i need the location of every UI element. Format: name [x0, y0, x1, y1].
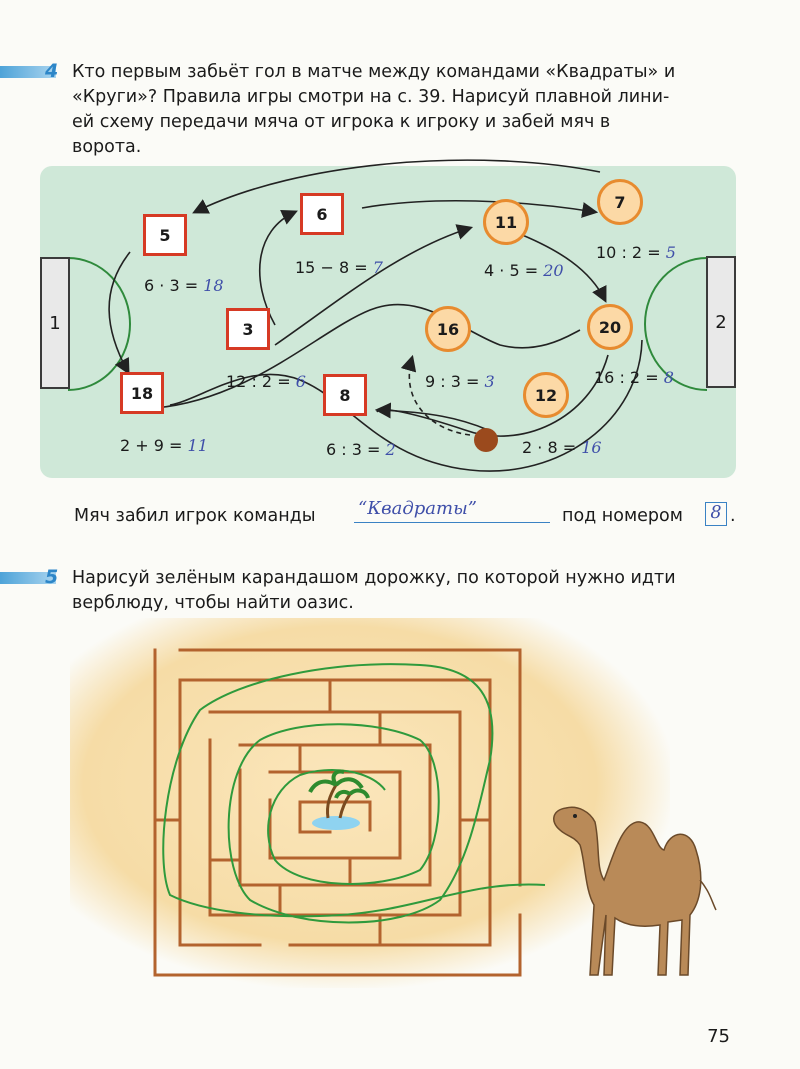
task4-line: «Круги»? Правила игры смотри на с. 39. Нарисуй плавной лини- [72, 87, 670, 107]
equation-expr: 10 : 2 = [596, 243, 661, 262]
answer-end: . [730, 506, 736, 526]
answer-number: 8 [710, 503, 722, 523]
player-number: 8 [339, 385, 351, 405]
equation-expr: 6 · 3 = [144, 276, 199, 295]
answer-team: “Квадраты” [358, 498, 477, 519]
player-number: 16 [436, 319, 460, 339]
task5-line: Нарисуй зелёным карандашом дорожку, по которой нужно идти [72, 568, 676, 588]
player-number: 3 [242, 319, 254, 339]
task5-line: верблюду, чтобы найти оазис. [72, 593, 354, 613]
equation-expr: 2 + 9 = [120, 436, 183, 455]
answer-prefix: Мяч забил игрок команды [74, 506, 316, 526]
player-number: 12 [534, 385, 558, 405]
handwritten-answer: 20 [543, 261, 564, 280]
handwritten-answer: 8 [663, 368, 674, 387]
handwritten-answer: 5 [665, 243, 676, 262]
handwritten-answer: 18 [203, 276, 224, 295]
task4-number: 4 [45, 60, 59, 82]
task4-line: ворота. [72, 137, 142, 157]
player-number: 6 [316, 204, 328, 224]
gate-right-label: 2 [715, 311, 727, 333]
task4-line: Кто первым забьёт гол в матче между командами «Квадраты» и [72, 62, 676, 82]
player-number: 11 [494, 212, 518, 232]
equation-expr: 16 : 2 = [594, 368, 659, 387]
handwritten-answer: 3 [484, 372, 495, 391]
task5-number: 5 [45, 566, 59, 588]
handwritten-answer: 16 [581, 438, 602, 457]
handwritten-answer: 2 [385, 440, 396, 459]
answer-middle: под номером [562, 506, 683, 526]
equation-expr: 12 : 2 = [226, 372, 291, 391]
equation-expr: 6 : 3 = [326, 440, 381, 459]
equation-expr: 9 : 3 = [425, 372, 480, 391]
handwritten-answer: 6 [295, 372, 306, 391]
page-number: 75 [707, 1026, 730, 1047]
player-number: 7 [614, 192, 626, 212]
equation-expr: 2 · 8 = [522, 438, 577, 457]
player-number: 18 [130, 383, 154, 403]
handwritten-answer: 11 [187, 436, 208, 455]
equation-expr: 15 − 8 = [295, 258, 368, 277]
player-number: 5 [159, 225, 171, 245]
gate-left-label: 1 [49, 312, 61, 334]
handwritten-answer: 7 [372, 258, 383, 277]
player-number: 20 [598, 317, 622, 337]
task4-line: ей схему передачи мяча от игрока к игроку и забей мяч в [72, 112, 611, 132]
equation-expr: 4 · 5 = [484, 261, 539, 280]
